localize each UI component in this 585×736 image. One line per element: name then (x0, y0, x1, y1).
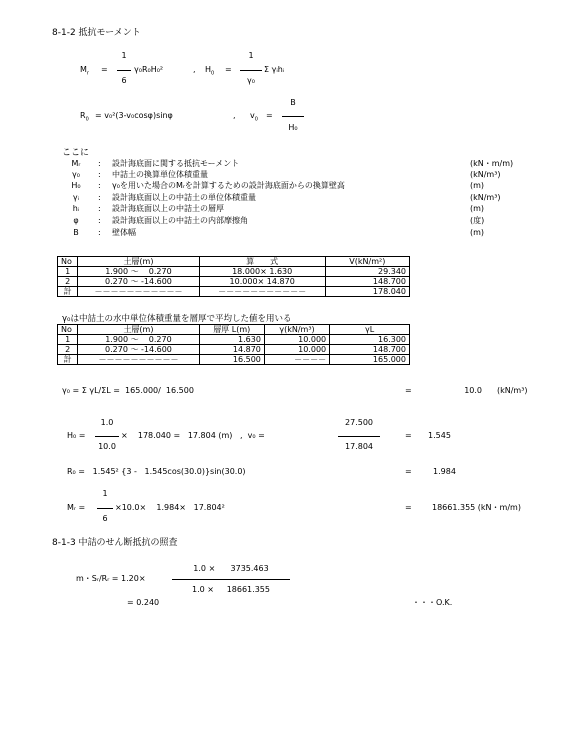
calc-r0-expression: R₀ = 1.545² {3 - 1.545cos(30.0)}sin(30.0) (67, 467, 246, 476)
calc-gamma0-expression: γ₀ = Σ γL/ΣL = 165.000/ 16.500 (62, 386, 194, 395)
formula-v0-fraction-bar (282, 116, 304, 117)
table-gamma-cell: 0.270 ～ -14.600 (78, 345, 199, 355)
table-gamma-cell: 16.300 (330, 335, 410, 345)
calc-mr-rest: ×10.0× 1.984× 17.804² (115, 503, 225, 512)
table-volume-cell: 178.040 (325, 287, 409, 297)
table-row (58, 267, 410, 277)
calc-h0-fraction-bar (95, 436, 119, 437)
calc-v0-eq: = (405, 431, 412, 440)
formula-mr-fraction-bar (117, 70, 131, 71)
legend-symbol: γ₀ (72, 170, 80, 179)
table-row (58, 355, 410, 365)
legend-description: 設計海底面以上の中詰土の層厚 (112, 204, 224, 213)
legend-symbol: H₀ (71, 181, 81, 190)
table-volume-header-cell: V(kN/m²) (325, 257, 409, 267)
section-heading-8-1-2: 8-1-2 抵抗モーメント (52, 28, 141, 38)
legend-unit: (m) (470, 204, 485, 213)
calc-h0-lhs: H₀ = (67, 431, 86, 440)
calc-mr-numerator: 1 (102, 489, 108, 498)
formula-mr-eq: = (101, 65, 108, 74)
table-volume-cell: 10.000× 14.870 (199, 277, 325, 287)
calc-gamma0-value: 10.0 (464, 386, 482, 395)
formula-h0-eq: = (225, 65, 232, 74)
shear-check-numerator: 1.0 × 3735.463 (193, 564, 269, 573)
formula-mr-lhs: $M_r$ (80, 65, 89, 77)
calc-h0-numerator: 1.0 (100, 418, 114, 427)
calc-mr-fraction-bar (97, 508, 113, 509)
table-volume-header-cell: No (58, 257, 78, 267)
table-gamma-header-cell: No (58, 325, 78, 335)
calc-v0-denominator: 17.804 (345, 442, 373, 451)
legend-unit: (度) (470, 216, 485, 225)
legend-description: γ₀を用いた場合のMᵣを計算するための設計海底面からの換算壁高 (112, 181, 345, 190)
formula-h0-lhs: $H_0$ (205, 65, 215, 77)
table-gamma-cell: 14.870 (199, 345, 264, 355)
calc-r0-value: 1.984 (433, 467, 456, 476)
table-volume-header-row (58, 257, 410, 267)
table-gamma-title: γ₀は中詰土の水中単位体積重量を層厚で平均した値を用いる (62, 314, 292, 324)
table-gamma-header-cell: γL (330, 325, 410, 335)
calc-v0-numerator: 27.500 (345, 418, 373, 427)
legend-colon: : (98, 170, 101, 179)
calc-mr-lhs: Mᵣ = (67, 503, 86, 512)
formula-mr-rhs: γ₀R₀H₀² (134, 65, 164, 74)
table-gamma-header-cell: γ(kN/m³) (264, 325, 329, 335)
legend-colon: : (98, 216, 101, 225)
shear-check-fraction-bar (172, 579, 290, 580)
shear-check-result: = 0.240 (127, 598, 160, 607)
calc-mr-denominator: 6 (102, 514, 108, 523)
table-row (58, 287, 410, 297)
table-volume-cell: 計 (58, 287, 78, 297)
shear-check-ok: ・・・O.K. (412, 598, 453, 607)
table-volume-cell: 18.000× 1.630 (199, 267, 325, 277)
shear-check-lhs: m・Sᵣ/Rᵣ = 1.20× (76, 574, 146, 583)
legend-description: 壁体幅 (112, 228, 136, 237)
table-gamma-cell: 1 (58, 335, 78, 345)
formula-v0-denominator: H₀ (288, 123, 298, 132)
formula-r0-lhs: $R_0$ (80, 111, 89, 123)
formula-h0-rhs: Σ γᵢhᵢ (264, 65, 285, 74)
calc-r0-eq: = (405, 467, 412, 476)
formula-v0-eq: = (266, 111, 273, 120)
table-volume (57, 256, 410, 297)
calc-gamma0-unit: (kN/m³) (497, 386, 528, 395)
table-gamma-cell: 計 (58, 355, 78, 365)
formula-h0-fraction-bar (240, 70, 262, 71)
formula-mr-denominator: 6 (121, 76, 127, 85)
table-volume-cell: 1.900 ～ 0.270 (78, 267, 199, 277)
legend-symbol: Mᵣ (71, 159, 81, 168)
legend-colon: : (98, 159, 101, 168)
table-row (58, 345, 410, 355)
table-gamma-cell: 16.500 (199, 355, 264, 365)
calc-h0-denominator: 10.0 (98, 442, 116, 451)
table-gamma-cell: －－－－ (264, 355, 329, 365)
legend-description: 設計海底面以上の中詰土の単位体積重量 (112, 193, 256, 202)
legend-title: ここに (62, 148, 90, 158)
table-gamma-cell: 1.630 (199, 335, 264, 345)
table-row (58, 277, 410, 287)
table-volume-header-cell: 土層(m) (78, 257, 199, 267)
formula-v0-numerator: B (290, 98, 296, 107)
legend-symbol: hᵢ (72, 204, 80, 213)
table-gamma-cell: 1.900 ～ 0.270 (78, 335, 199, 345)
table-volume-cell: －－－－－－－－－－－ (78, 287, 199, 297)
legend-symbol: B (73, 228, 79, 237)
table-gamma-cell: 148.700 (330, 345, 410, 355)
calc-v0-value: 1.545 (428, 431, 451, 440)
section-heading-8-1-3: 8-1-3 中詰のせん断抵抗の照査 (52, 538, 178, 548)
legend-colon: : (98, 193, 101, 202)
table-volume-cell: 148.700 (325, 277, 409, 287)
legend-unit: (kN/m³) (470, 193, 501, 202)
calc-gamma0-eq: = (405, 386, 412, 395)
table-volume-cell: 1 (58, 267, 78, 277)
formula-comma-2: , (233, 111, 236, 120)
table-gamma-cell: 165.000 (330, 355, 410, 365)
formula-v0-lhs: $v_0$ (250, 111, 258, 123)
table-gamma-cell: 10.000 (264, 335, 329, 345)
shear-check-denominator: 1.0 × 18661.355 (192, 585, 270, 594)
table-gamma-header-cell: 土層(m) (78, 325, 199, 335)
table-volume-header-cell: 算 式 (199, 257, 325, 267)
table-gamma-header-cell: 層厚 L(m) (199, 325, 264, 335)
legend-description: 設計海底面以上の中詰土の内部摩擦角 (112, 216, 248, 225)
calc-mr-value: 18661.355 (kN・m/m) (432, 503, 521, 512)
legend-unit: (kN・m/m) (470, 159, 514, 168)
legend-colon: : (98, 228, 101, 237)
legend-unit: (kN/m³) (470, 170, 501, 179)
legend-colon: : (98, 181, 101, 190)
table-row (58, 335, 410, 345)
formula-mr-numerator: 1 (121, 51, 127, 60)
formula-r0-rhs: = v₀²(3-v₀cosφ)sinφ (95, 111, 173, 120)
formula-comma-1: , (193, 65, 196, 74)
legend-symbol: φ (73, 216, 79, 225)
formula-h0-denominator: γ₀ (247, 76, 255, 85)
legend-description: 設計海底面に関する抵抗モーメント (112, 159, 240, 168)
table-volume-cell: 29.340 (325, 267, 409, 277)
table-volume-cell: －－－－－－－－－－－ (199, 287, 325, 297)
legend-unit: (m) (470, 181, 485, 190)
table-gamma-cell: 2 (58, 345, 78, 355)
calc-v0-fraction-bar (338, 436, 380, 437)
table-gamma (57, 324, 410, 365)
table-gamma-cell: －－－－－－－－－－ (78, 355, 199, 365)
calc-mr-eq: = (405, 503, 412, 512)
legend-description: 中詰土の換算単位体積重量 (112, 170, 208, 179)
table-gamma-header-row (58, 325, 410, 335)
legend-unit: (m) (470, 228, 485, 237)
legend-colon: : (98, 204, 101, 213)
table-volume-cell: 2 (58, 277, 78, 287)
calc-h0-rest: × 178.040 = 17.804 (m) , v₀ = (121, 431, 265, 440)
formula-h0-numerator: 1 (248, 51, 254, 60)
legend-symbol: γᵢ (72, 193, 80, 202)
table-gamma-cell: 10.000 (264, 345, 329, 355)
table-volume-cell: 0.270 ～ -14.600 (78, 277, 199, 287)
